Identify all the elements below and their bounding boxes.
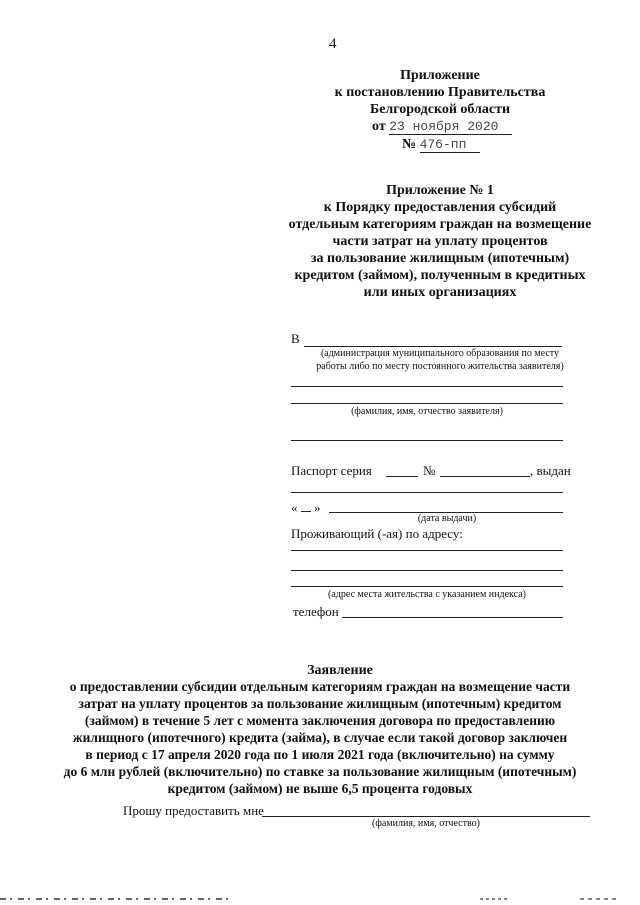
scan-artifact: [0, 897, 640, 901]
address-field-1[interactable]: [291, 550, 563, 551]
phone-label: телефон: [293, 604, 339, 619]
header-line-1: Приложение: [400, 68, 480, 83]
residing-label: Проживающий (-ая) по адресу:: [291, 526, 463, 541]
date-prefix: от: [372, 119, 386, 134]
request-caption: (фамилия, имя, отчество): [372, 818, 480, 829]
issue-date-quotes: [291, 500, 321, 516]
date-value: 23 ноября 2020: [389, 119, 512, 135]
admin-caption-1: (администрация муниципального образования по месту: [320, 348, 560, 359]
request-text: Прошу предоставить мне: [123, 803, 264, 818]
phone-field[interactable]: [342, 617, 563, 618]
admin-field[interactable]: [304, 346, 562, 347]
page-number: 4: [329, 36, 337, 52]
address-field-3[interactable]: [291, 586, 563, 587]
header-date: [372, 119, 512, 135]
passport-number-field[interactable]: [440, 476, 530, 477]
passport-series-label: Паспорт серия: [291, 463, 372, 478]
number-prefix: №: [402, 137, 417, 152]
issued-label: , выдан: [530, 463, 571, 478]
appendix-line: кредитом (займом), полученным в кредитных: [294, 268, 586, 283]
fio-field[interactable]: [291, 403, 563, 404]
quote-close: »: [314, 500, 321, 515]
statement-line: в период с 17 апреля 2020 года по 1 июля 2021 года (включительно) на сумму: [85, 747, 555, 762]
quote-open: «: [291, 500, 298, 515]
passport-number-label: №: [423, 463, 436, 478]
statement-line: о предоставлении субсидии отдельным категориям граждан на возмещение части: [69, 679, 571, 694]
fio-field-line-2[interactable]: [291, 440, 563, 441]
appendix-line: отдельным категориям граждан на возмещение: [288, 217, 592, 232]
issued-by-field[interactable]: [291, 492, 563, 493]
admin-field-line-2[interactable]: [291, 386, 563, 387]
header-number: [402, 137, 480, 153]
number-value: 476-пп: [420, 137, 481, 153]
appendix-line: к Порядку предоставления субсидий: [323, 200, 557, 215]
statement-line: кредитом (займом) не выше 6,5 процента годовых: [167, 781, 473, 796]
statement-line: до 6 млн рублей (включительно) по ставке за пользование жилищным (ипотечным): [63, 764, 577, 779]
appendix-line: части затрат на уплату процентов: [332, 234, 548, 249]
passport-series-field[interactable]: [386, 476, 418, 477]
statement-title: Заявление: [307, 663, 373, 678]
statement-line: (займом) в течение 5 лет с момента заключения договора по предоставлению: [84, 713, 556, 728]
fio-caption: (фамилия, имя, отчество заявителя): [351, 406, 503, 417]
admin-caption-2: работы либо по месту постоянного жительства заявителя): [316, 361, 564, 372]
statement-line: затрат на уплату процентов за пользование жилищным (ипотечным) кредитом: [78, 696, 562, 711]
statement-line: жилищного (ипотечного) кредита (займа), в случае если такой договор заключен: [72, 730, 568, 745]
address-caption: (адрес места жительства с указанием индекса): [328, 589, 526, 600]
to-prefix: В: [291, 331, 300, 346]
request-fio-field[interactable]: [262, 816, 590, 817]
address-field-2[interactable]: [291, 570, 563, 571]
header-line-2: к постановлению Правительства: [334, 85, 546, 100]
appendix-line: за пользование жилищным (ипотечным): [310, 251, 570, 266]
header-line-3: Белгородской области: [369, 102, 511, 117]
appendix-line: Приложение № 1: [386, 183, 494, 198]
issue-date-caption: (дата выдачи): [417, 513, 477, 524]
appendix-line: или иных организациях: [363, 285, 517, 300]
